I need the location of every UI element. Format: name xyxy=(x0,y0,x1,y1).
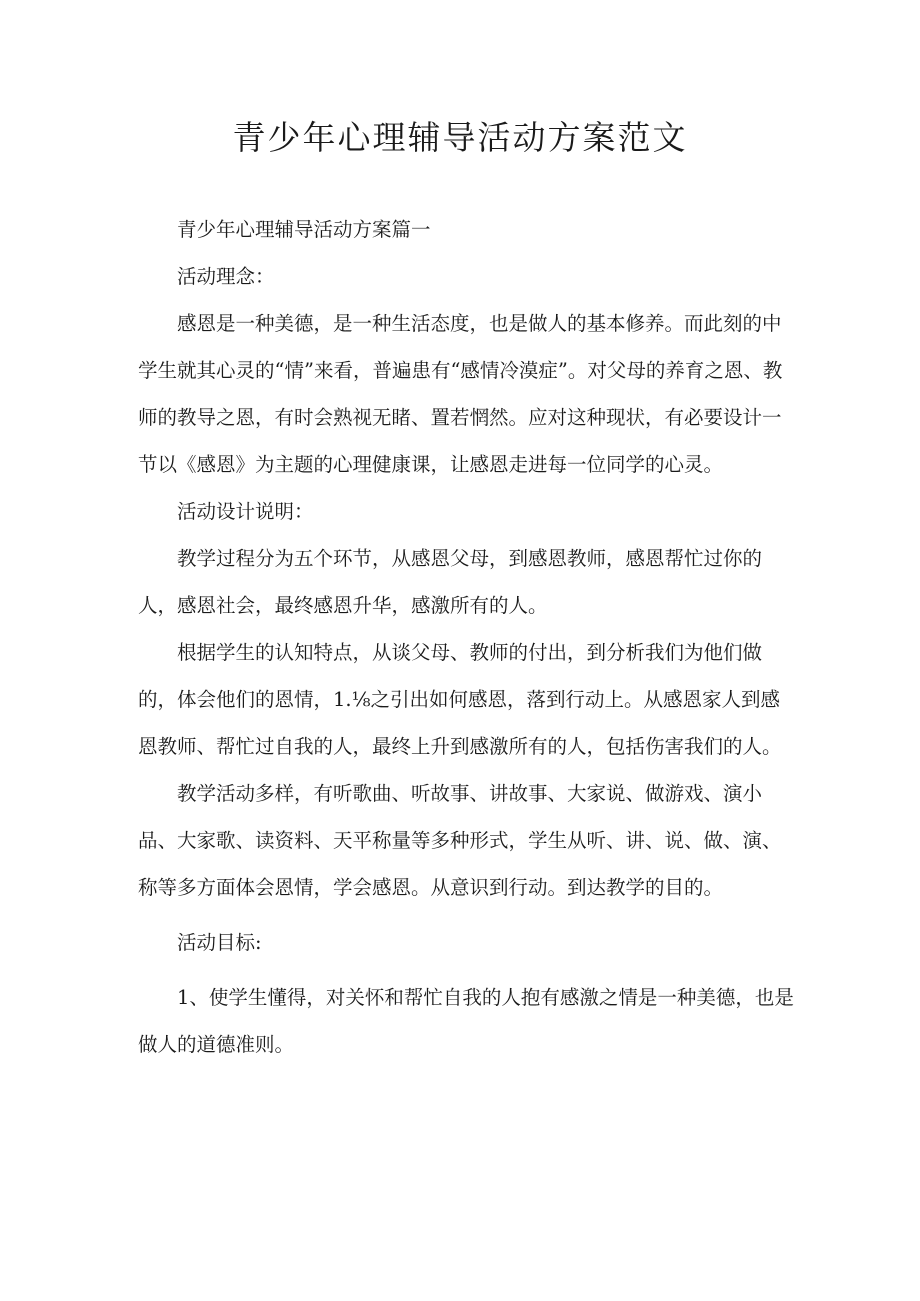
subsection-heading-goals: 活动目标: xyxy=(177,931,262,954)
paragraph-design-steps: 教学过程分为五个环节，从感恩父母，到感恩教师，感恩帮忙过你的人，感恩社会，最终感恩升华，感激所有的人。 xyxy=(138,547,763,617)
subsection-heading-design: 活动设计说明： xyxy=(177,500,314,523)
section-heading: 青少年心理辅导活动方案篇一 xyxy=(177,218,431,241)
paragraph-design-forms: 教学活动多样，有听歌曲、听故事、讲故事、大家说、做游戏、演小品、大家歌、读资料、天平称量等多种形式，学生从听、讲、说、做、演、称等多方面体会恩情，学会感恩。从意识到行动。到达教学的目的。 xyxy=(138,782,782,899)
document-title: 青少年心理辅导活动方案范文 xyxy=(232,118,688,157)
document-body xyxy=(138,206,798,1068)
subsection-heading-concept: 活动理念： xyxy=(177,265,275,288)
paragraph-goal-1: 1、使学生懂得，对关怀和帮忙自我的人抱有感激之情是一种美德，也是做人的道德准则。 xyxy=(138,986,794,1056)
paragraph-concept: 感恩是一种美德，是一种生活态度，也是做人的基本修养。而此刻的中学生就其心灵的“情”来看，普遍患有“感情冷漠症”。对父母的养育之恩、教师的教导之恩，有时会熟视无睹、置若惘然。应对这种现状，有必要设计一节以《感恩》为主题的心理健康课，让感恩走进每一位同学的心灵。 xyxy=(138,312,783,476)
paragraph-design-rationale: 根据学生的认知特点，从谈父母、教师的付出，到分析我们为他们做的，体会他们的恩情，1.⅛之引出如何感恩，落到行动上。从感恩家人到感恩教师、帮忙过自我的人，最终上升到感激所有的人，包括伤害我们的人。 xyxy=(138,641,782,758)
